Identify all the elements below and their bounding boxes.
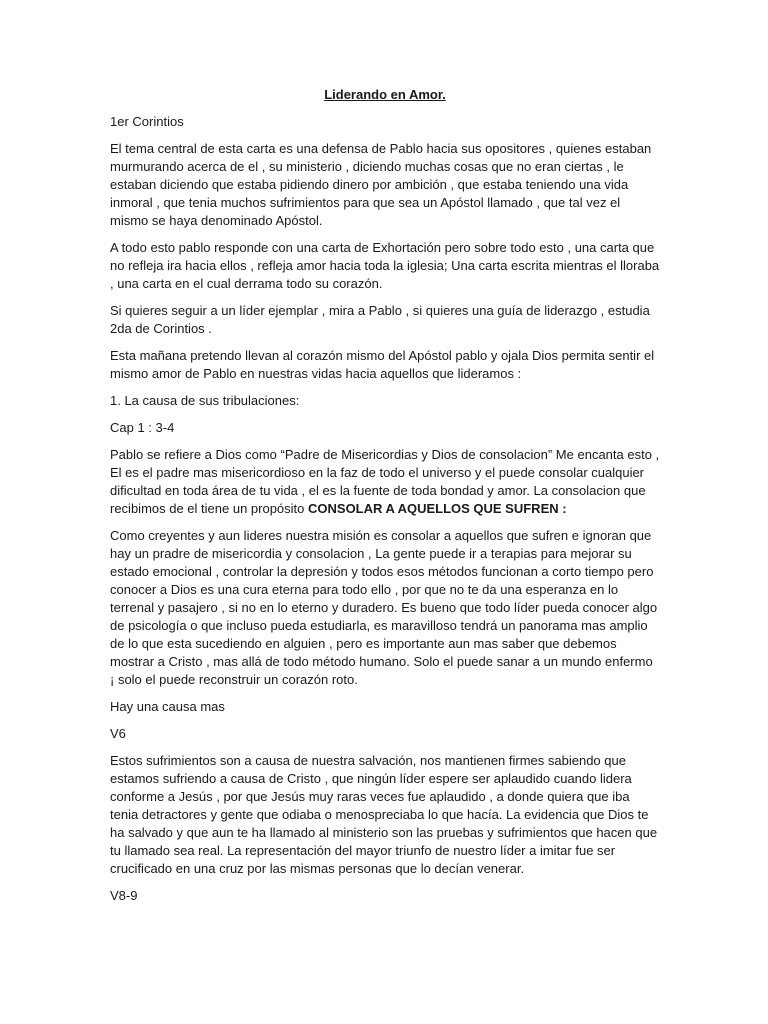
verse-reference-v8-9: V8-9	[110, 888, 138, 903]
document-page	[110, 86, 660, 914]
paragraph-response: A todo esto pablo responde con una carta de Exhortación pero sobre todo esto , una carta que no refleja ira hacia ellos , refleja amor hacia toda la iglesia; Una carta escrita mientras el lloraba , una carta en el cual derrama todo su corazón.	[110, 240, 660, 291]
another-cause: Hay una causa mas	[110, 699, 225, 714]
paragraph-father-text: Pablo se refiere a Dios como “Padre de Misericordias y Dios de consolacion” Me encanta esto , El es el padre mas misericordioso en la faz de todo el universo y el puede consolar cualquier dificultad en toda área de tu vida , el es la fuente de toda bondad y amor. La consolacion que recibimos de el tiene un propósito	[110, 447, 660, 516]
point-heading-1: 1. La causa de sus tribulaciones:	[110, 393, 300, 408]
paragraph-father-emphasis: CONSOLAR A AQUELLOS QUE SUFREN :	[308, 501, 567, 516]
paragraph-intro: El tema central de esta carta es una defensa de Pablo hacia sus opositores , quienes estaban murmurando acerca de el , su ministerio , diciendo muchas cosas que no eran ciertas , le estaban diciendo que estaba pidiendo dinero por ambición , que estaba teniendo una vida inmoral , que tenia muchos sufrimientos para que sea un Apóstol llamado , que tal vez el mismo se haya denominado Apóstol.	[110, 141, 652, 228]
verse-reference-v6: V6	[110, 726, 126, 741]
paragraph-believers: Como creyentes y aun lideres nuestra misión es consolar a aquellos que sufren e ignoran que hay un pradre de misericordia y consolacion , La gente puede ir a terapias para mejorar su estado emocional , controlar la depresión y todos esos métodos funcionan a corto tiempo pero conocer a Dios es una cura eterna para todo ello , por que no te da una esperanza en lo terrenal y pasajero , si no en lo eterno y duradero. Es bueno que todo líder pueda conocer algo de psicología o que incluso pueda estudiarla, es maravilloso tendrá un panorama mas amplio de lo que esta sucediendo en alguien , pero es importante aun mas saber que debemos mostrar a Cristo , mas allá de todo método humano. Solo el puede sanar a un mundo enfermo ¡ solo el puede reconstruir un corazón roto.	[110, 528, 658, 687]
paragraph-suffering: Estos sufrimientos son a causa de nuestra salvación, nos mantienen firmes sabiendo que estamos sufriendo a causa de Cristo , que ningún líder espere ser aplaudido cuando lidera conforme a Jesús , por que Jesús muy raras veces fue aplaudido , a donde quiera que iba tenia detractores y gente que odiaba o menospreciaba lo que hacía. La evidencia que Dios te ha salvado y que aun te ha llamado al ministerio son las pruebas y sufrimientos que hacen que tu llamado sea real. La representación del mayor triunfo de nuestro líder a imitar fue ser crucificado en una cruz por las mismas personas que lo decían venerar.	[110, 753, 658, 876]
paragraph-leader: Si quieres seguir a un líder ejemplar , mira a Pablo , si quieres una guía de liderazgo , estudia 2da de Corintios .	[110, 303, 650, 336]
document-title: Liderando en Amor.	[324, 87, 446, 102]
paragraph-father	[110, 446, 660, 518]
paragraph-morning: Esta mañana pretendo llevan al corazón mismo del Apóstol pablo y ojala Dios permita sentir el mismo amor de Pablo en nuestras vidas hacia aquellos que lideramos :	[110, 348, 655, 381]
verse-reference-cap1: Cap 1 : 3-4	[110, 420, 175, 435]
book-reference: 1er Corintios	[110, 114, 184, 129]
